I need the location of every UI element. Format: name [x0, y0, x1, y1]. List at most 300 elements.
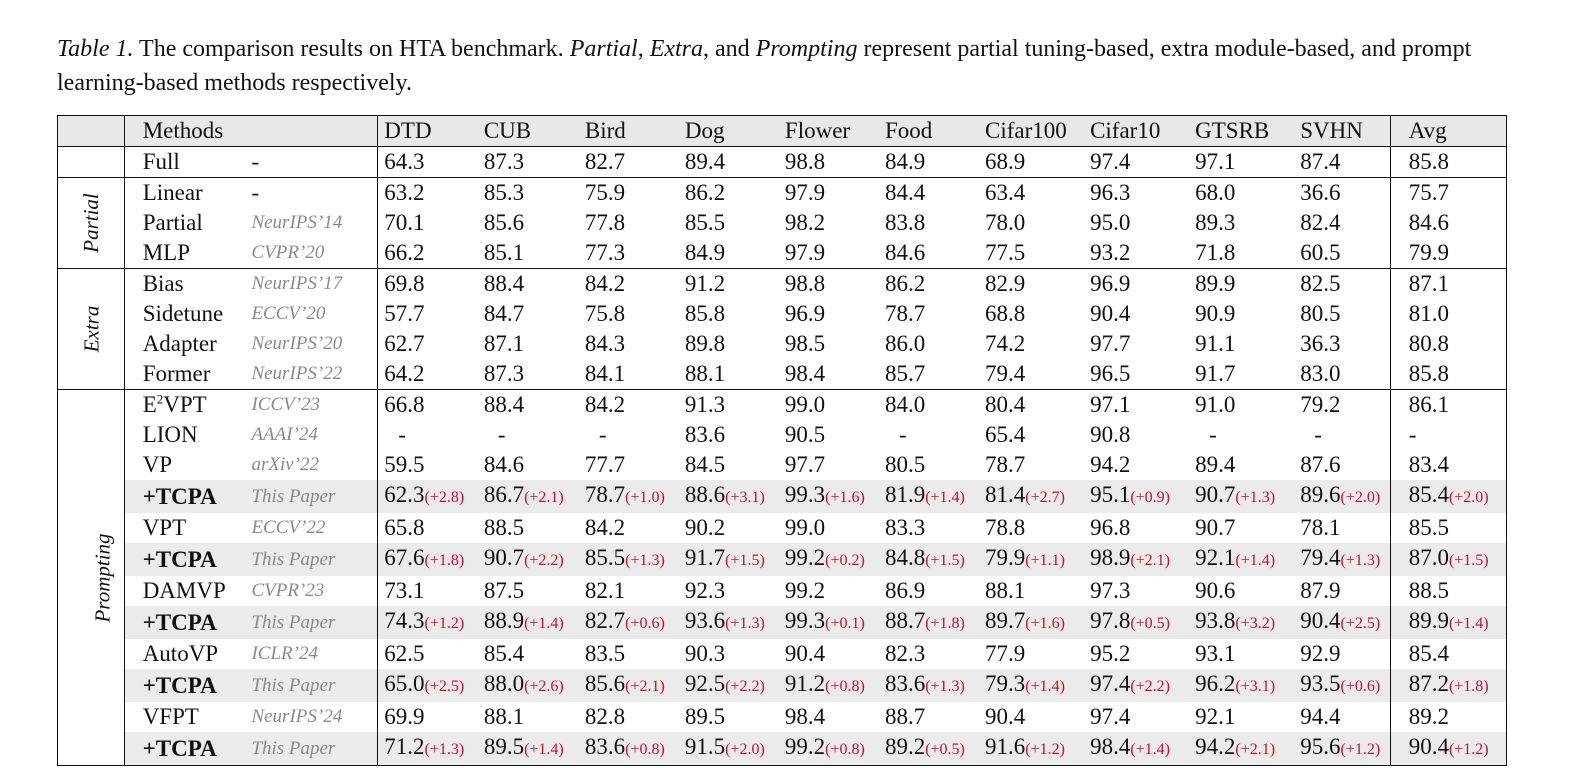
score-cell [478, 329, 579, 359]
score-cell [1084, 702, 1189, 732]
score-value: 86.7 [483, 482, 525, 507]
score-cell [579, 450, 679, 480]
score-cell [879, 543, 979, 576]
score-value: 68.8 [984, 301, 1026, 326]
table-row [58, 732, 1507, 766]
score-cell [378, 543, 478, 576]
table-row [58, 178, 1507, 209]
score-cell [1084, 178, 1189, 209]
venue: This Paper [245, 606, 377, 639]
score-cell [879, 208, 979, 238]
score-cell [478, 576, 579, 606]
score-value: 90.5 [784, 422, 826, 447]
score-cell [679, 543, 779, 576]
score-value: 97.8 [1090, 608, 1131, 633]
score-value: 82.7 [584, 149, 626, 174]
score-cell [1294, 299, 1390, 329]
score-cell [1294, 669, 1390, 702]
score-cell [1294, 480, 1390, 513]
score-value: 73.1 [384, 578, 425, 603]
score-value: - [1314, 422, 1322, 447]
venue: ECCV’20 [245, 299, 377, 329]
venue: NeurIPS’24 [245, 702, 377, 732]
table-row [58, 147, 1507, 178]
score-cell [378, 513, 478, 543]
score-gain: (+0.8) [825, 741, 865, 758]
score-value: 82.9 [984, 271, 1026, 296]
score-gain: (+1.8) [424, 552, 465, 569]
score-cell [779, 576, 879, 606]
venue: NeurIPS’14 [245, 208, 377, 238]
score-value: 90.9 [1195, 301, 1236, 326]
avg-cell [1390, 299, 1506, 329]
score-value: 97.4 [1090, 704, 1131, 729]
venue: This Paper [245, 669, 377, 702]
score-cell [879, 576, 979, 606]
score-gain: (+1.1) [1025, 552, 1065, 569]
score-cell [879, 420, 979, 450]
score-value: 98.4 [784, 704, 826, 729]
score-cell [879, 329, 979, 359]
score-value: 36.3 [1300, 331, 1341, 356]
table-row [58, 639, 1507, 669]
score-value: 93.8 [1195, 608, 1236, 633]
score-cell [579, 732, 679, 766]
caption-term-extra: Extra [649, 36, 704, 62]
score-value: 62.7 [384, 331, 425, 356]
score-cell [979, 390, 1084, 421]
score-value: 89.7 [984, 608, 1026, 633]
table-row [58, 238, 1507, 269]
header-cifar100: Cifar100 [979, 116, 1084, 147]
score-value: 97.7 [784, 452, 826, 477]
score-value: 59.5 [384, 452, 425, 477]
score-value: 70.1 [384, 210, 425, 235]
score-cell [979, 450, 1084, 480]
score-value: 82.8 [584, 704, 626, 729]
score-cell [979, 269, 1084, 300]
score-gain: (+1.3) [424, 741, 465, 758]
score-value: 92.3 [684, 578, 726, 603]
score-value: 91.1 [1195, 331, 1236, 356]
score-value: 91.2 [784, 671, 826, 696]
score-gain: (+3.2) [1235, 615, 1276, 632]
score-cell [979, 543, 1084, 576]
score-cell [378, 576, 478, 606]
score-cell [679, 576, 779, 606]
score-value: 85.4 [483, 641, 525, 666]
score-cell [779, 606, 879, 639]
header-cifar10: Cifar10 [1084, 116, 1189, 147]
score-value: 74.3 [384, 608, 425, 633]
table-row [58, 420, 1507, 450]
method-name: Former [124, 359, 245, 390]
score-cell [979, 513, 1084, 543]
score-cell [579, 359, 679, 390]
score-gain: (+1.3) [1235, 489, 1276, 506]
score-cell [1189, 147, 1294, 178]
score-gain: (+0.6) [625, 615, 665, 632]
table-row [58, 513, 1507, 543]
score-cell [579, 299, 679, 329]
score-value: 84.7 [483, 301, 525, 326]
score-value: 67.6 [384, 545, 425, 570]
score-cell [1084, 329, 1189, 359]
score-value: 88.1 [483, 704, 525, 729]
score-value: 85.5 [684, 210, 726, 235]
caption-text: represent partial tuning-based, extra module-based, and prompt learning-based methods respectively. [57, 36, 1472, 96]
score-cell [478, 732, 579, 766]
method-name: Adapter [142, 331, 217, 356]
method-name: AutoVP [142, 641, 219, 666]
score-cell [378, 639, 478, 669]
score-cell [979, 178, 1084, 209]
score-cell [1294, 329, 1390, 359]
score-cell [979, 576, 1084, 606]
score-cell [378, 178, 478, 209]
score-cell [579, 420, 679, 450]
score-cell [378, 420, 478, 450]
table-body [58, 147, 1507, 766]
group-label: Prompting [90, 532, 115, 623]
score-value: 89.9 [1195, 271, 1236, 296]
score-value: 95.1 [1090, 482, 1131, 507]
score-value: 92.1 [1195, 704, 1236, 729]
score-value: 90.3 [684, 641, 726, 666]
score-value: 75.8 [584, 301, 626, 326]
table-row [58, 269, 1507, 300]
score-gain: (+0.9) [1130, 489, 1170, 506]
score-gain: (+2.1) [524, 489, 564, 506]
venue: This Paper [245, 543, 377, 576]
caption-sep: , and [703, 36, 756, 62]
table-row [58, 576, 1507, 606]
table-row [58, 543, 1507, 576]
score-cell [679, 639, 779, 669]
score-value: 98.4 [1090, 734, 1131, 759]
score-gain: (+1.3) [625, 552, 665, 569]
avg-gain: (+1.4) [1448, 615, 1489, 632]
score-cell [378, 732, 478, 766]
score-value: 93.5 [1300, 671, 1341, 696]
score-value: 85.6 [584, 671, 626, 696]
score-gain: (+2.0) [1340, 489, 1381, 506]
score-value: 84.5 [684, 452, 726, 477]
venue: NeurIPS’17 [245, 269, 377, 300]
score-cell [1189, 208, 1294, 238]
header-group-cell [58, 116, 125, 147]
score-value: 84.6 [884, 240, 926, 265]
score-value: 81.9 [884, 482, 926, 507]
score-cell [979, 480, 1084, 513]
score-value: 91.7 [684, 545, 726, 570]
score-gain: (+2.2) [725, 678, 765, 695]
score-gain: (+0.1) [825, 615, 865, 632]
avg-value: 85.8 [1408, 361, 1449, 386]
score-cell [979, 732, 1084, 766]
score-value: 88.4 [483, 392, 525, 417]
venue: - [245, 147, 377, 178]
score-cell [1294, 639, 1390, 669]
table-row [58, 359, 1507, 390]
score-gain: (+1.5) [925, 552, 965, 569]
score-gain: (+2.7) [1025, 489, 1065, 506]
score-value: 82.1 [584, 578, 626, 603]
venue: - [245, 178, 377, 209]
avg-cell [1390, 269, 1506, 300]
score-cell [779, 702, 879, 732]
method-name-part: VPT [163, 392, 207, 417]
score-value: 90.7 [483, 545, 525, 570]
table-caption [57, 32, 1522, 100]
score-cell [1189, 543, 1294, 576]
score-cell [579, 269, 679, 300]
table-row [58, 606, 1507, 639]
method-name [124, 390, 245, 421]
score-value: - [598, 422, 607, 447]
score-value: 83.3 [884, 515, 926, 540]
score-cell [378, 702, 478, 732]
score-value: 91.5 [684, 734, 726, 759]
caption-label: Table 1. [57, 36, 134, 62]
score-cell [879, 480, 979, 513]
score-cell [1084, 513, 1189, 543]
score-cell [579, 178, 679, 209]
score-value: 99.3 [784, 482, 826, 507]
score-value: 97.1 [1090, 392, 1131, 417]
score-value: 69.9 [384, 704, 425, 729]
score-value: 84.9 [884, 149, 926, 174]
score-cell [779, 147, 879, 178]
score-cell [679, 299, 779, 329]
score-cell [779, 238, 879, 269]
score-value: 84.3 [584, 331, 626, 356]
score-value: 87.4 [1300, 149, 1341, 174]
score-gain: (+1.2) [424, 615, 465, 632]
score-cell [478, 359, 579, 390]
score-value: 77.5 [984, 240, 1026, 265]
score-value: 69.8 [384, 271, 425, 296]
score-cell [679, 669, 779, 702]
score-gain: (+0.8) [825, 678, 865, 695]
score-cell [1084, 359, 1189, 390]
score-value: 84.8 [884, 545, 926, 570]
avg-cell [1390, 208, 1506, 238]
score-value: 83.5 [584, 641, 626, 666]
avg-value: - [1408, 422, 1417, 447]
method-name: MLP [124, 238, 245, 269]
venue: NeurIPS’20 [245, 329, 377, 359]
venue: This Paper [245, 480, 377, 513]
score-value: 91.6 [984, 734, 1026, 759]
caption-term-partial: Partial [569, 36, 638, 62]
score-cell [679, 390, 779, 421]
score-gain: (+0.2) [825, 552, 865, 569]
score-gain: (+2.5) [424, 678, 465, 695]
table-row [58, 299, 1507, 329]
score-value: 96.8 [1090, 515, 1131, 540]
score-cell [879, 359, 979, 390]
score-value: 84.2 [584, 392, 626, 417]
score-value: 99.2 [784, 734, 826, 759]
score-value: 78.8 [984, 515, 1026, 540]
score-cell [1084, 450, 1189, 480]
score-cell [478, 238, 579, 269]
score-gain: (+1.8) [925, 615, 965, 632]
score-cell [478, 147, 579, 178]
header-flower: Flower [779, 116, 879, 147]
score-gain: (+2.5) [1340, 615, 1381, 632]
score-value: 87.5 [483, 578, 525, 603]
score-gain: (+2.2) [1130, 678, 1170, 695]
score-value: 98.9 [1090, 545, 1131, 570]
score-value: - [898, 422, 907, 447]
score-cell [779, 299, 879, 329]
score-cell [1189, 178, 1294, 209]
score-gain: (+1.4) [524, 615, 564, 632]
score-value: 68.9 [984, 149, 1026, 174]
venue: NeurIPS’22 [245, 359, 377, 390]
score-cell [779, 269, 879, 300]
score-value: 97.3 [1090, 578, 1131, 603]
avg-value: 89.9 [1408, 608, 1449, 633]
score-gain: (+2.0) [725, 741, 765, 758]
avg-value: 86.1 [1408, 392, 1449, 417]
avg-cell [1390, 450, 1506, 480]
score-value: 84.0 [884, 392, 926, 417]
score-cell [478, 390, 579, 421]
score-cell [478, 269, 579, 300]
score-cell [579, 543, 679, 576]
score-cell [1294, 606, 1390, 639]
score-value: 94.4 [1300, 704, 1341, 729]
score-value: 63.2 [384, 180, 425, 205]
score-value: 90.6 [1195, 578, 1236, 603]
score-value: - [497, 422, 506, 447]
score-cell [779, 732, 879, 766]
score-value: 95.6 [1300, 734, 1341, 759]
score-cell [478, 639, 579, 669]
avg-gain: (+1.8) [1448, 678, 1489, 695]
method-name: +TCPA [124, 480, 245, 513]
score-cell [478, 543, 579, 576]
header-venue-cell [245, 116, 377, 147]
group-label-cell [58, 178, 125, 269]
score-value: 89.5 [684, 704, 726, 729]
score-cell [679, 208, 779, 238]
avg-cell [1390, 147, 1506, 178]
score-cell [1189, 420, 1294, 450]
venue: arXiv’22 [245, 450, 377, 480]
score-value: 88.6 [684, 482, 726, 507]
avg-value: 85.8 [1408, 149, 1449, 174]
score-value: 81.4 [984, 482, 1026, 507]
header-cub: CUB [478, 116, 579, 147]
score-gain: (+2.2) [524, 552, 564, 569]
table-row [58, 669, 1507, 702]
score-cell [378, 329, 478, 359]
score-value: 97.1 [1195, 149, 1236, 174]
score-value: 71.8 [1195, 240, 1236, 265]
method-name: Partial [142, 210, 203, 235]
avg-value: 85.4 [1408, 641, 1449, 666]
score-cell [1189, 450, 1294, 480]
score-gain: (+1.6) [1025, 615, 1065, 632]
score-value: 88.7 [884, 704, 926, 729]
score-gain: (+1.4) [1235, 552, 1276, 569]
score-cell [1084, 639, 1189, 669]
score-cell [879, 269, 979, 300]
score-cell [1084, 420, 1189, 450]
score-value: 89.2 [884, 734, 926, 759]
score-value: 94.2 [1195, 734, 1236, 759]
score-cell [378, 450, 478, 480]
score-value: 78.7 [984, 452, 1026, 477]
score-value: 96.9 [784, 301, 826, 326]
method-name: LION [142, 422, 198, 447]
score-value: 88.1 [684, 361, 726, 386]
score-cell [378, 269, 478, 300]
score-value: 91.2 [684, 271, 726, 296]
score-cell [679, 269, 779, 300]
score-value: 83.6 [684, 422, 726, 447]
venue: AAAI’24 [245, 420, 377, 450]
method-name: +TCPA [124, 732, 245, 766]
score-cell [679, 238, 779, 269]
score-value: 87.3 [483, 149, 525, 174]
score-value: 82.3 [884, 641, 926, 666]
score-cell [1294, 543, 1390, 576]
score-value: 85.8 [684, 301, 726, 326]
avg-cell [1390, 329, 1506, 359]
score-value: 84.2 [584, 271, 626, 296]
results-table [57, 115, 1507, 766]
score-value: - [1209, 422, 1217, 447]
avg-value: 87.1 [1408, 271, 1449, 296]
score-cell [679, 178, 779, 209]
score-cell [1084, 606, 1189, 639]
score-cell [1189, 390, 1294, 421]
score-cell [478, 178, 579, 209]
score-value: 85.7 [884, 361, 926, 386]
score-value: 85.5 [584, 545, 626, 570]
score-gain: (+0.8) [625, 741, 665, 758]
score-cell [1294, 208, 1390, 238]
score-value: 88.9 [483, 608, 525, 633]
score-cell [1294, 238, 1390, 269]
avg-value: 80.8 [1408, 331, 1449, 356]
score-cell [779, 178, 879, 209]
score-cell [979, 359, 1084, 390]
group-label: Partial [78, 193, 103, 253]
score-gain: (+1.4) [1130, 741, 1170, 758]
score-value: 80.5 [1300, 301, 1341, 326]
header-food: Food [879, 116, 979, 147]
header-row [58, 116, 1507, 147]
avg-cell [1390, 606, 1506, 639]
score-value: 95.2 [1090, 641, 1131, 666]
score-value: - [398, 422, 406, 447]
score-value: 98.8 [784, 271, 826, 296]
score-value: 89.4 [1195, 452, 1236, 477]
score-value: 66.8 [384, 392, 425, 417]
avg-value: 83.4 [1408, 452, 1449, 477]
score-value: 96.5 [1090, 361, 1131, 386]
score-cell [378, 147, 478, 178]
score-value: 95.0 [1090, 210, 1131, 235]
score-cell [779, 359, 879, 390]
avg-value: 85.5 [1408, 515, 1449, 540]
